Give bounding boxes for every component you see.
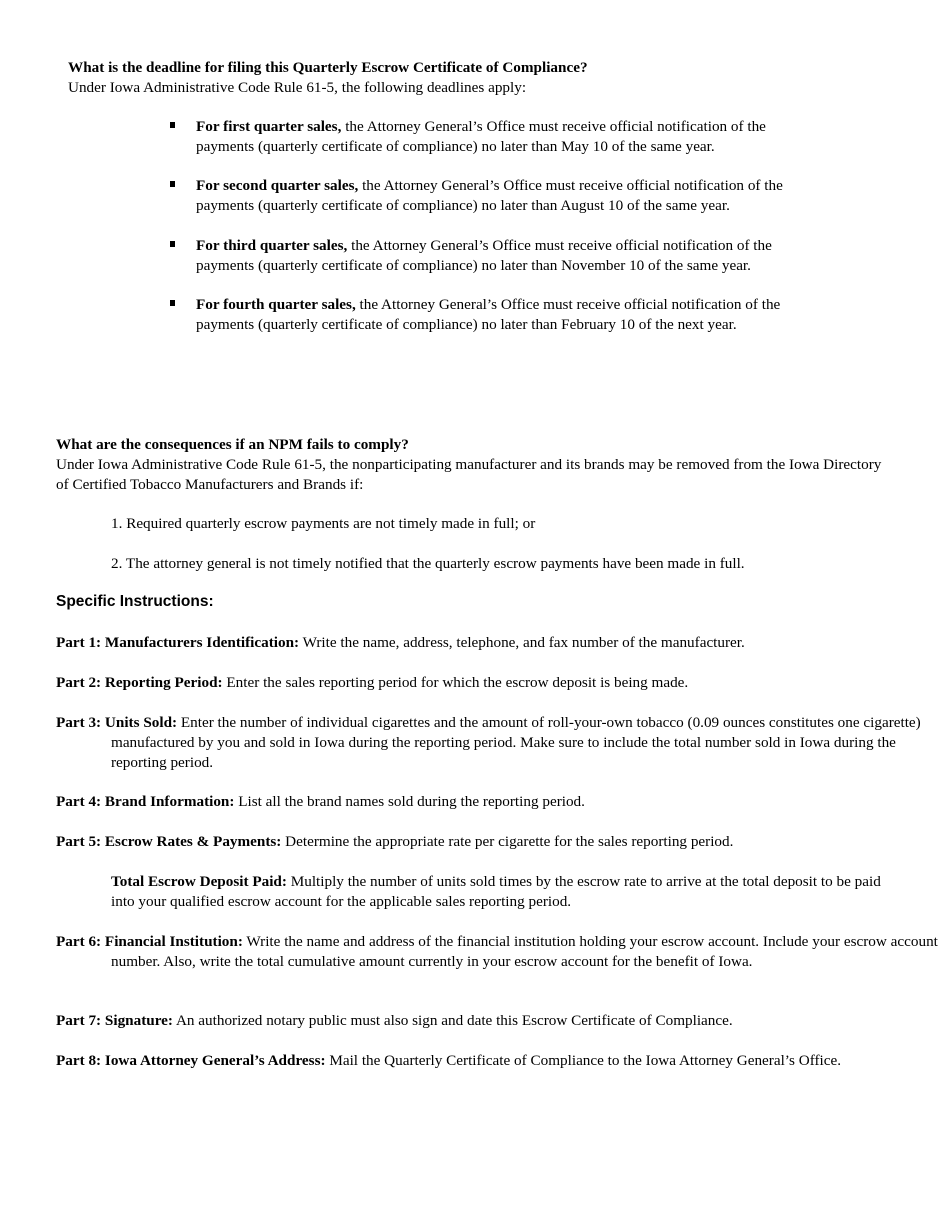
deadline-list — [169, 117, 809, 355]
part-label: Part 5: Escrow Rates & Payments: — [56, 833, 282, 850]
consequences-section — [56, 435, 896, 494]
instructions-heading: Specific Instructions: — [56, 593, 214, 610]
square-bullet-icon — [170, 181, 175, 187]
part-text: Enter the sales reporting period for which the escrow deposit is being made. — [222, 674, 689, 691]
list-item — [169, 295, 809, 335]
part-text: Write the name, address, telephone, and fax number of the manufacturer. — [299, 634, 745, 651]
square-bullet-icon — [170, 122, 175, 128]
part-label: Total Escrow Deposit Paid: — [111, 873, 287, 890]
list-item-label: For fourth quarter sales, — [196, 296, 356, 314]
part-text: List all the brand names sold during the reporting period. — [234, 793, 585, 810]
list-item: 2. The attorney general is not timely notified that the quarterly escrow payments have been made in full. — [111, 554, 745, 572]
part-label: Part 4: Brand Information: — [56, 793, 235, 810]
part-text: An authorized notary public must also sign and date this Escrow Certificate of Compliance. — [172, 1012, 733, 1029]
list-item-text: the Attorney General’s Office must receive official notification of the payments (quarterly certificate of compliance) no later than May 10 of the same year. — [196, 118, 766, 155]
consequences-list — [111, 514, 911, 593]
part-1 — [56, 633, 950, 653]
part-text: Mail the Quarterly Certificate of Compliance to the Iowa Attorney General’s Office. — [325, 1052, 842, 1069]
part-3 — [56, 713, 950, 772]
part-2 — [56, 673, 950, 693]
list-item-text: the Attorney General’s Office must receive official notification of the payments (quarterly certificate of compliance) no later than February 10 of the next year. — [196, 296, 781, 333]
part-label: Part 2: Reporting Period: — [56, 674, 223, 691]
square-bullet-icon — [170, 300, 175, 306]
list-item — [169, 236, 809, 276]
consequences-intro: Under Iowa Administrative Code Rule 61-5, the nonparticipating manufacturer and its brands may be removed from the Iowa Directory of Certified Tobacco Manufacturers and Brands if: — [56, 455, 882, 493]
part-text: Enter the number of individual cigarettes and the amount of roll-your-own tobacco (0.09 ounces constitutes one cigarette) manufactured by you and sold in Iowa during the reporting period. Make sure to include the total number sold in Iowa during the reporting period. — [111, 714, 921, 771]
list-item-text: the Attorney General’s Office must receive official notification of the payments (quarterly certificate of compliance) no later than November 10 of the same year. — [196, 236, 772, 274]
list-item-label: For first quarter sales, — [196, 118, 342, 135]
list-item-label: For third quarter sales, — [196, 236, 348, 254]
consequences-heading: What are the consequences if an NPM fails to comply? — [56, 436, 409, 453]
part-label: Part 3: Units Sold: — [56, 714, 178, 731]
list-item — [169, 176, 809, 216]
total-escrow-deposit — [111, 872, 881, 912]
square-bullet-icon — [170, 241, 175, 247]
part-text: Multiply the number of units sold times by the escrow rate to arrive at the total deposit to be paid into your qualified escrow account for the applicable sales reporting period. — [111, 873, 881, 910]
deadline-intro: Under Iowa Administrative Code Rule 61-5, the following deadlines apply: — [68, 78, 527, 96]
part-text: Write the name and address of the financial institution holding your escrow account. Include your escrow account number. Also, write the total cumulative amount currently in your escrow account for the benefit of Iowa. — [111, 933, 938, 970]
deadline-section — [68, 58, 928, 98]
part-8 — [56, 1051, 950, 1071]
part-6 — [56, 932, 950, 972]
part-5 — [56, 832, 950, 852]
part-4 — [56, 792, 950, 812]
part-label: Part 1: Manufacturers Identification: — [56, 634, 300, 651]
part-label: Part 7: Signature: — [56, 1012, 173, 1029]
list-item-label: For second quarter sales, — [196, 177, 359, 195]
part-label: Part 8: Iowa Attorney General’s Address: — [56, 1052, 326, 1069]
list-item: 1. Required quarterly escrow payments are not timely made in full; or — [111, 515, 536, 532]
part-label: Part 6: Financial Institution: — [56, 933, 243, 950]
list-item — [169, 117, 809, 157]
part-7 — [56, 1011, 950, 1031]
list-item-text: the Attorney General’s Office must receive official notification of the payments (quarterly certificate of compliance) no later than August 10 of the same year. — [196, 177, 783, 215]
deadline-heading: What is the deadline for filing this Quarterly Escrow Certificate of Compliance? — [68, 59, 588, 76]
part-text: Determine the appropriate rate per cigarette for the sales reporting period. — [281, 833, 734, 850]
